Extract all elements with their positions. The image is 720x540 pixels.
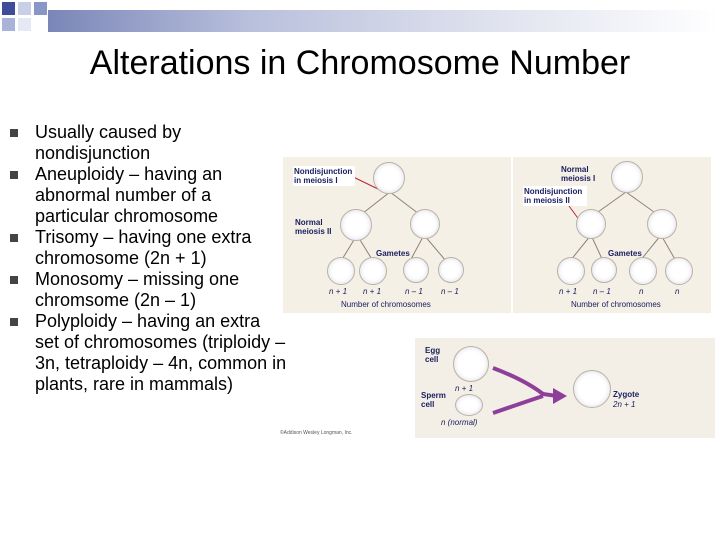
gamete-cell [403,257,429,283]
chromosome-count: n – 1 [405,287,423,296]
egg-count: n + 1 [455,384,474,393]
parent-cell [611,161,643,193]
zygote-count: 2n + 1 [613,400,636,409]
bullet-item: Trisomy – having one extra chromosome (2n + 1) [8,227,288,269]
square-bullet-icon [10,276,18,284]
gamete-cell [438,257,464,283]
gamete-cell [557,257,585,285]
bullet-item: Monosomy – missing one chromsome (2n – 1) [8,269,288,311]
zygote-cell [573,370,611,408]
nondisjunction-meiosis-2-figure [513,157,711,313]
zygote-label: Zygote [613,390,640,399]
chromosome-count: n + 1 [363,287,382,296]
chromosome-caption: Number of chromosomes [571,300,661,309]
daughter-cell [647,209,677,239]
bullet-item: Aneuploidy – having an abnormal number of a particular chromosome [8,164,288,227]
gamete-cell [359,257,387,285]
nondisjunction-meiosis-1-figure [283,157,511,313]
bullet-item: Usually caused by nondisjunction [8,122,288,164]
gamete-cell [665,257,693,285]
nondisjunction-label: Nondisjunction in meiosis I [293,166,355,186]
nondisjunction-label: Nondisjunction in meiosis II [523,186,587,206]
sperm-cell [455,394,483,416]
sperm-count: n (normal) [441,418,478,427]
chromosome-count: n + 1 [559,287,578,296]
square-bullet-icon [10,234,18,242]
normal-meiosis-label: Normal meiosis I [561,165,596,183]
daughter-cell [576,209,606,239]
normal-meiosis-label: Normal meiosis II [295,218,332,236]
chromosome-count: n + 1 [329,287,348,296]
gametes-label: Gametes [608,249,642,258]
daughter-cell [410,209,440,239]
gamete-cell [327,257,355,285]
chromosome-count: n – 1 [593,287,611,296]
bullet-list [8,122,288,395]
header-gradient-bar [48,10,720,32]
parent-cell [373,162,405,194]
chromosome-count: n [675,287,680,296]
gamete-cell [591,257,617,283]
chromosome-count: n [639,287,644,296]
egg-cell [453,346,489,382]
gamete-cell [629,257,657,285]
square-bullet-icon [10,129,18,137]
bullet-item: Polyploidy – having an extra set of chromosomes (triploidy – 3n, tetraploidy – 4n, common in plants, rare in mammals) [8,311,288,395]
chromosome-caption: Number of chromosomes [341,300,431,309]
daughter-cell [340,209,372,241]
slide-title: Alterations in Chromosome Number [89,44,631,82]
copyright-notice: ©Addison Wesley Longman, Inc. [280,430,353,436]
chromosome-count: n – 1 [441,287,459,296]
square-bullet-icon [10,171,18,179]
square-bullet-icon [10,318,18,326]
egg-cell-label: Egg cell [425,346,441,364]
gametes-label: Gametes [376,249,410,258]
fertilization-figure [415,338,715,438]
sperm-cell-label: Sperm cell [421,391,446,409]
